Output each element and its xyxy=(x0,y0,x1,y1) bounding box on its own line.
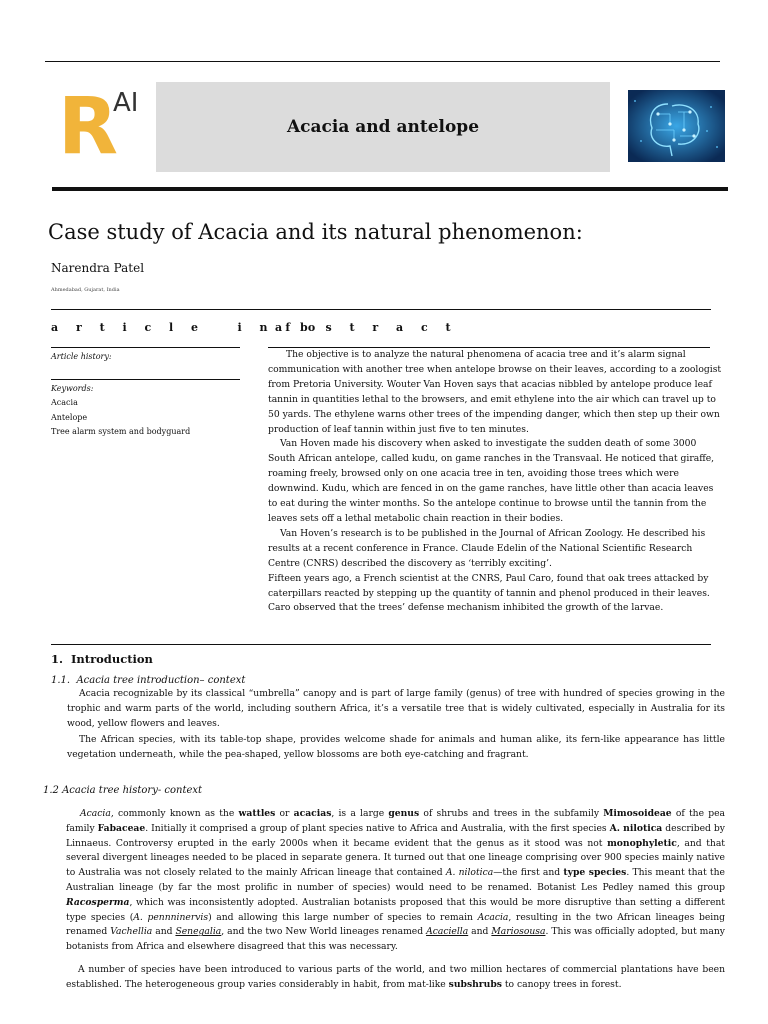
subsection-1-2-text xyxy=(66,807,725,993)
term-link[interactable]: Senegalia xyxy=(175,926,222,938)
abstract-paragraph: Van Hoven made his discovery when asked to investigate the sudden death of some 3000 South African antelope, called kudu, on game ranches in the Transvaal. He noticed that giraffe, roaming freely, browsed only on one acacia tree in ten, avoiding those trees which were downwind. Kudu, which are fenced in on the game ranches, have little other than acacia leaves to eat during the winter months. So the antelope continue to browse until the tannin from the leaves sets off a lethal metabolic chain reaction in their bodies. xyxy=(268,438,715,524)
journal-logo xyxy=(58,82,153,172)
abstract-heading: a b s t r a c t xyxy=(275,321,458,334)
term: A. nilotica xyxy=(445,867,494,879)
term: monophyletic xyxy=(607,837,677,849)
logo-suffix: AI xyxy=(113,88,139,118)
body-paragraph: Acacia recognizable by its classical “umbrella” canopy and is part of large family (genus) of tree with hundred of species growing in the trophic and warm parts of the world, including southern Africa, it’s a versatile tree that is widely cultivated, especially in Australia for its wood, yellow flowers and leaves. xyxy=(67,688,725,729)
abstract-paragraph: The objective is to analyze the natural phenomena of acacia tree and it’s alarm signal communication with another tree when antelope browse on their leaves, according to a zoologist from Pretoria University. Wouter Van Hoven says that acacias nibbled by antelope produce leaf tannin in quantities lethal to the browsers, and emit ethylene into the air which can travel up to 50 yards. The ethylene warns other trees of the impending danger, which then step up their own production of leaf tannin within just five to ten minutes. xyxy=(268,349,722,435)
title-rule xyxy=(51,309,711,310)
circuit-brain-icon xyxy=(628,90,725,162)
body-paragraph: The African species, with its table-top shape, provides welcome shade for animals and human alike, its fern-like appearance has little vegetation underneath, while the pea-shaped, yellow blossoms are both eye-catching and fragrant. xyxy=(67,734,725,761)
top-rule xyxy=(45,61,720,62)
author-name: Narendra Patel xyxy=(51,261,145,275)
journal-title: Acacia and antelope xyxy=(286,117,480,137)
subsection-heading-1-1: 1.1. Acacia tree introduction– context xyxy=(51,675,246,686)
abstract-paragraph: Fifteen years ago, a French scientist at the CNRS, Paul Caro, found that oak trees attacked by caterpillars reacted by stepping up the quantity of tannin and phenol produced in their leaves. Caro observed that the trees’ defense mechanism inhibited the growth of the larvae. xyxy=(268,572,710,614)
section-heading-introduction: 1. Introduction xyxy=(51,652,153,666)
header-thick-rule xyxy=(52,187,728,191)
term: type species xyxy=(563,867,627,879)
term: Fabaceae xyxy=(97,822,146,834)
article-history-rule xyxy=(51,379,240,380)
term: wattles xyxy=(238,808,276,819)
keywords-label: Keywords: xyxy=(51,384,94,393)
subsection-heading-1-2: 1.2 Acacia tree history- context xyxy=(43,785,203,796)
term: Acacia xyxy=(80,808,111,819)
article-info-heading: a r t i c l e i n f o xyxy=(51,321,323,334)
keyword-item: Tree alarm system and bodyguard xyxy=(51,427,191,436)
keyword-item: Antelope xyxy=(51,413,88,422)
body-paragraph: A number of species have been introduced to various parts of the world, and two million hectares of commercial plantations have been established. The heterogeneous group varies considerably in habit, from mat-like subshrubs to canopy trees in forest. xyxy=(66,963,725,990)
term-link[interactable]: Mariosousa xyxy=(491,926,546,938)
term-link[interactable]: Acaciella xyxy=(426,926,469,938)
term: Mimosoideae xyxy=(603,808,672,819)
term: Acacia xyxy=(477,911,509,923)
article-history-label: Article history: xyxy=(51,352,112,361)
keywords-block xyxy=(51,382,190,439)
term: A. pennninervis xyxy=(133,911,209,923)
subsection-1-1-text xyxy=(67,687,725,763)
term: acacias xyxy=(293,808,332,819)
abstract-end-rule xyxy=(51,644,711,645)
term: genus xyxy=(388,808,420,819)
term: A. nilotica xyxy=(609,822,663,834)
article-info-rule xyxy=(51,347,240,348)
term: subshrubs xyxy=(448,978,502,990)
paper-title: Case study of Acacia and its natural phenomenon: xyxy=(48,220,583,244)
body-paragraph: Acacia, commonly known as the wattles or acacias, is a large genus of shrubs and trees in the subfamily Mimosoideae of the pea family Fabaceae. Initially it comprised a group of plant species native to Africa and Australia, with the first species A. nilotica described by Linnaeus. Controversy erupted in the early 2000s when it became evident that the genus as it stood was not monophyletic, and that several divergent lineages needed to be placed in separate genera. It turned out that one lineage comprising over 900 species mainly native to Australia was not closely related to the mainly African lineage that contained A. nilotica—the first and type species. This meant that the Australian lineage (by far the most prolific in number of species) would need to be renamed. Botanist Les Pedley named this group Racosperma, which was inconsistently adopted. Australian botanists proposed that this would be more disruptive than setting a different type species (A. pennninervis) and allowing this large number of species to remain Acacia, resulting in the two African lineages being renamed Vachellia and Senegalia, and the two New World lineages renamed Acaciella and Mariosousa. This was officially adopted, but many botanists from Africa and elsewhere disagreed that this was necessary. xyxy=(66,808,726,953)
abstract-text xyxy=(268,348,723,616)
keyword-item: Acacia xyxy=(51,398,78,407)
author-affiliation: Ahmedabad, Gujarat, India xyxy=(51,287,120,293)
journal-title-box xyxy=(156,82,610,172)
abstract-paragraph: Van Hoven’s research is to be published in the Journal of African Zoology. He described his results at a recent conference in France. Claude Edelin of the National Scientific Research Centre (CNRS) described the discovery as ‘terribly exciting’. xyxy=(268,527,706,569)
term: Racosperma xyxy=(66,896,130,908)
term: Vachellia xyxy=(110,926,153,938)
logo-letter: R xyxy=(58,82,119,172)
